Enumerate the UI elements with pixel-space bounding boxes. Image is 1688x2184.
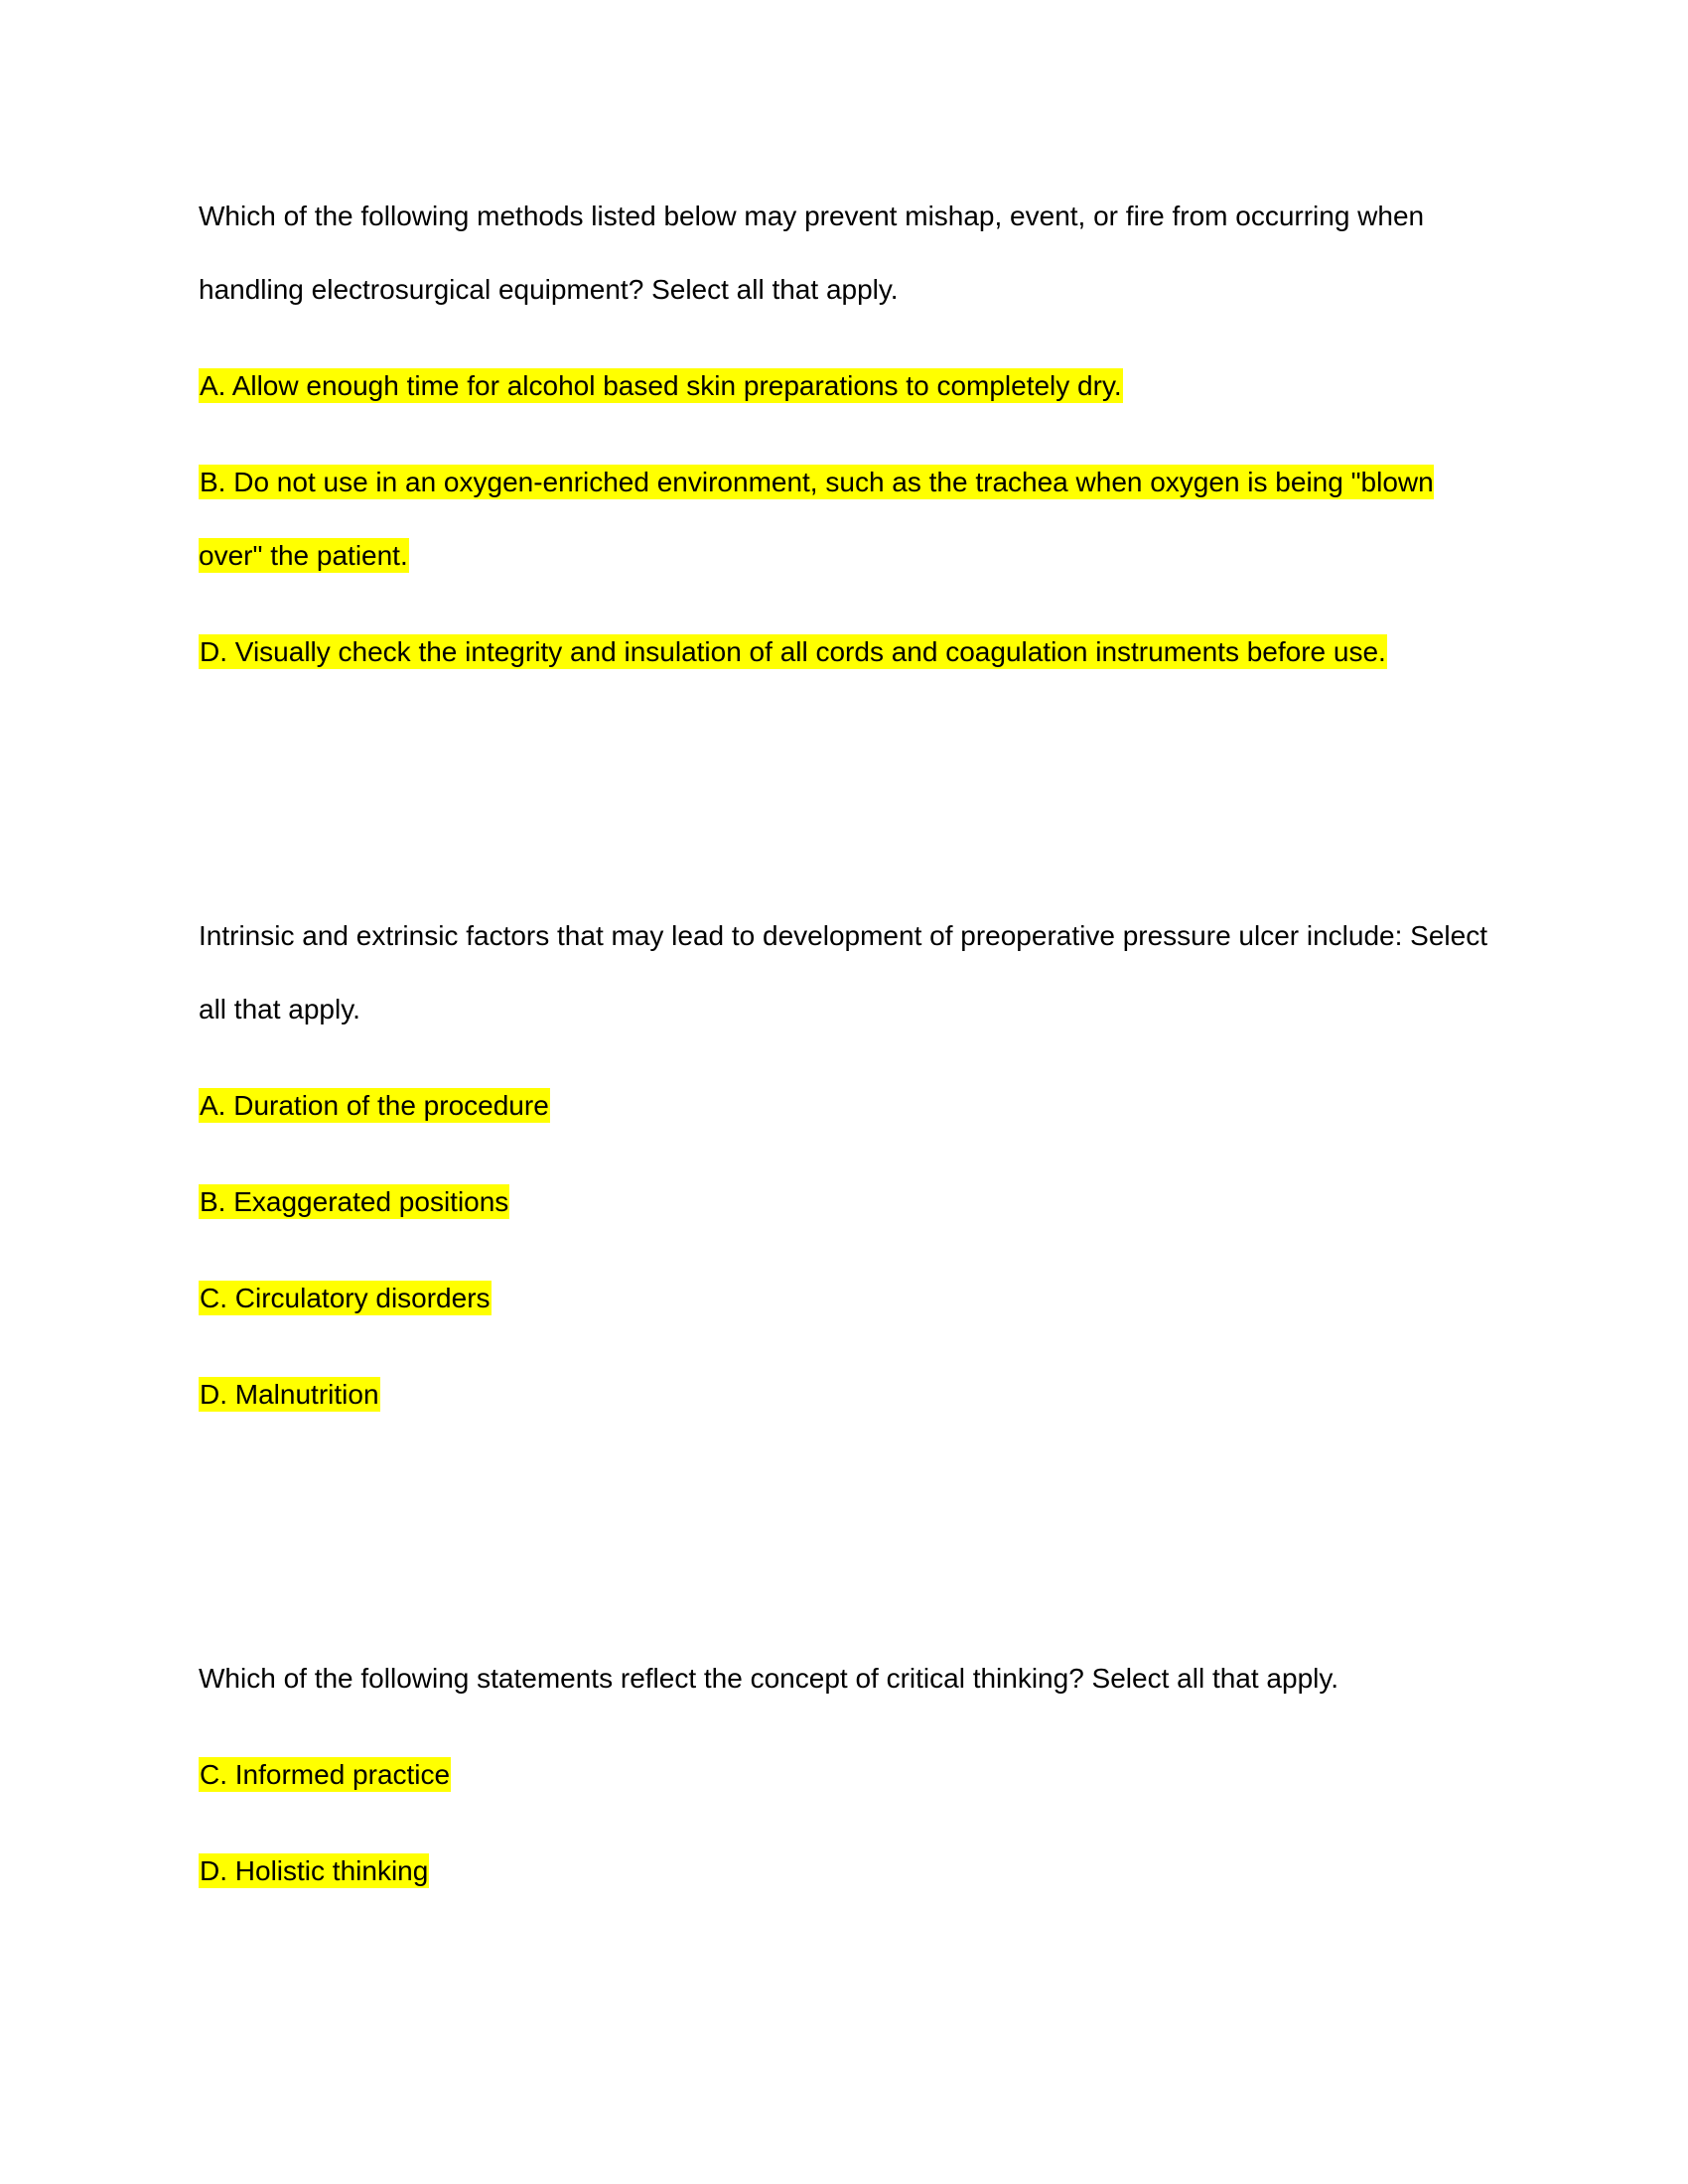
highlighted-answer: B. Exaggerated positions xyxy=(200,1186,509,1217)
answer-option xyxy=(199,446,1489,593)
highlighted-answer: B. Do not use in an oxygen-enriched environment, such as the trachea when oxygen is being "blown over" the patient. xyxy=(199,467,1434,571)
answer-option xyxy=(199,1738,1489,1812)
question-text: Which of the following statements reflect the concept of critical thinking? Select all that apply. xyxy=(199,1663,1339,1694)
answer-option xyxy=(199,1262,1489,1335)
question-text: Intrinsic and extrinsic factors that may lead to development of preoperative pressure ulcer include: Select all that apply. xyxy=(199,920,1487,1024)
question-text: Which of the following methods listed below may prevent mishap, event, or fire from occurring when handling electrosurgical equipment? Select all that apply. xyxy=(199,201,1425,305)
highlighted-answer: D. Malnutrition xyxy=(200,1379,379,1410)
answer-option xyxy=(199,615,1489,689)
highlighted-answer: A. Allow enough time for alcohol based skin preparations to completely dry. xyxy=(200,370,1122,401)
answer-option xyxy=(199,1069,1489,1143)
highlighted-answer: D. Visually check the integrity and insulation of all cords and coagulation instruments before use. xyxy=(200,636,1386,667)
highlighted-answer: C. Circulatory disorders xyxy=(200,1283,491,1313)
highlighted-answer: C. Informed practice xyxy=(200,1759,451,1790)
question-block-1 xyxy=(199,180,1489,689)
question-block-2 xyxy=(199,899,1489,1432)
answer-option xyxy=(199,1835,1489,1908)
answer-option xyxy=(199,349,1489,423)
highlighted-answer: D. Holistic thinking xyxy=(200,1855,429,1886)
answer-option xyxy=(199,1358,1489,1432)
answer-option xyxy=(199,1165,1489,1239)
question-block-3 xyxy=(199,1642,1489,1908)
highlighted-answer: A. Duration of the procedure xyxy=(200,1090,549,1121)
